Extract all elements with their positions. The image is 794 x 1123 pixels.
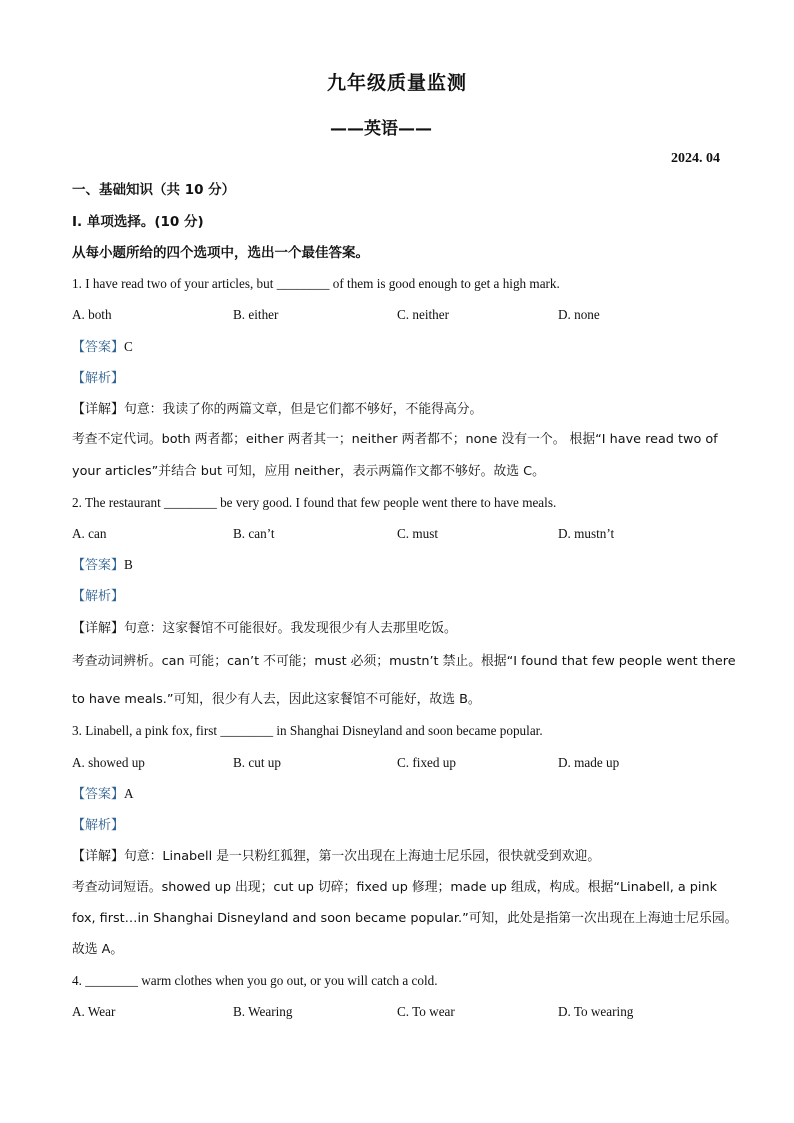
question-3-explanation-line-3: 故选 A。 bbox=[72, 942, 124, 957]
analysis-label: 【解析】 bbox=[72, 589, 125, 604]
detail-label: 【详解】 bbox=[72, 849, 125, 864]
answer-label: 【答案】 bbox=[72, 558, 125, 573]
question-3-option-d: D. made up bbox=[558, 755, 620, 770]
question-2-explanation-line-1: 考查动词辨析。can 可能；can’t 不可能；must 必须；mustn’t 禁止。根据“I found that few people went there bbox=[72, 654, 736, 669]
question-1-answer bbox=[72, 337, 732, 358]
question-2-detail bbox=[72, 618, 732, 639]
question-1-explanation-line-2: your articles”并结合 but 可知，应用 neither，表示两篇作文都不够好。故选 C。 bbox=[72, 464, 545, 479]
question-3-option-c: C. fixed up bbox=[397, 755, 456, 770]
question-1-option-b: B. either bbox=[233, 307, 279, 322]
question-2-detail-text: 句意：这家餐馆不可能很好。我发现很少有人去那里吃饭。 bbox=[124, 621, 457, 636]
question-3-stem: 3. Linabell, a pink fox, first ________ in Shanghai Disneyland and soon became popular. bbox=[72, 723, 543, 738]
question-3-explanation-line-1: 考查动词短语。showed up 出现；cut up 切碎；fixed up 修理；made up 组成，构成。根据“Linabell, a pink bbox=[72, 880, 717, 895]
instruction-text: 从每小题所给的四个选项中，选出一个最佳答案。 bbox=[72, 245, 369, 261]
document-title: 九年级质量监测 bbox=[326, 72, 467, 94]
question-3-answer bbox=[72, 784, 732, 805]
detail-label: 【详解】 bbox=[72, 402, 125, 417]
question-3-detail bbox=[72, 846, 732, 867]
document-subtitle: ——英语—— bbox=[330, 119, 432, 139]
question-1-detail bbox=[72, 399, 732, 420]
question-1-stem: 1. I have read two of your articles, but ________ of them is good enough to get a high mark. bbox=[72, 276, 560, 291]
question-3-option-a: A. showed up bbox=[72, 755, 145, 770]
question-1-analysis-label bbox=[72, 368, 732, 389]
section-heading: 一、基础知识（共 10 分） bbox=[72, 182, 236, 198]
question-3-explanation-line-2: fox, first…in Shanghai Disneyland and soon became popular.”可知，此处是指第一次出现在上海迪士尼乐园。 bbox=[72, 911, 738, 926]
question-4-stem: 4. ________ warm clothes when you go out, or you will catch a cold. bbox=[72, 973, 438, 988]
part-heading: Ⅰ. 单项选择。(10 分) bbox=[72, 214, 204, 230]
analysis-label: 【解析】 bbox=[72, 818, 125, 833]
question-4-option-d: D. To wearing bbox=[558, 1004, 634, 1019]
question-3-detail-text: 句意：Linabell 是一只粉红狐狸，第一次出现在上海迪士尼乐园，很快就受到欢迎。 bbox=[124, 849, 601, 864]
question-2-answer bbox=[72, 555, 732, 576]
question-2-option-d: D. mustn’t bbox=[558, 526, 615, 541]
question-2-explanation-line-2: to have meals.”可知，很少有人去，因此这家餐馆不可能好，故选 B。 bbox=[72, 692, 481, 707]
document-date: 2024. 04 bbox=[671, 151, 720, 166]
answer-label: 【答案】 bbox=[72, 340, 125, 355]
question-1-answer-value: C bbox=[124, 339, 133, 354]
answer-label: 【答案】 bbox=[72, 787, 125, 802]
question-1-option-a: A. both bbox=[72, 307, 112, 322]
question-3-analysis-label bbox=[72, 815, 732, 836]
question-2-analysis-label bbox=[72, 586, 732, 607]
question-4-option-b: B. Wearing bbox=[233, 1004, 293, 1019]
question-1-detail-text: 句意：我读了你的两篇文章，但是它们都不够好，不能得高分。 bbox=[124, 402, 483, 417]
analysis-label: 【解析】 bbox=[72, 371, 125, 386]
question-1-option-c: C. neither bbox=[397, 307, 450, 322]
question-2-option-b: B. can’t bbox=[233, 526, 275, 541]
question-3-option-b: B. cut up bbox=[233, 755, 281, 770]
question-2-option-a: A. can bbox=[72, 526, 107, 541]
question-2-stem: 2. The restaurant ________ be very good. I found that few people went there to have meals. bbox=[72, 495, 557, 510]
question-4-option-a: A. Wear bbox=[72, 1004, 116, 1019]
question-1-option-d: D. none bbox=[558, 307, 600, 322]
question-1-explanation-line-1: 考查不定代词。both 两者都；either 两者其一；neither 两者都不；none 没有一个。 根据“I have read two of bbox=[72, 432, 718, 447]
question-2-option-c: C. must bbox=[397, 526, 439, 541]
detail-label: 【详解】 bbox=[72, 621, 125, 636]
question-3-answer-value: A bbox=[124, 786, 134, 801]
question-4-option-c: C. To wear bbox=[397, 1004, 455, 1019]
question-2-answer-value: B bbox=[124, 557, 133, 572]
